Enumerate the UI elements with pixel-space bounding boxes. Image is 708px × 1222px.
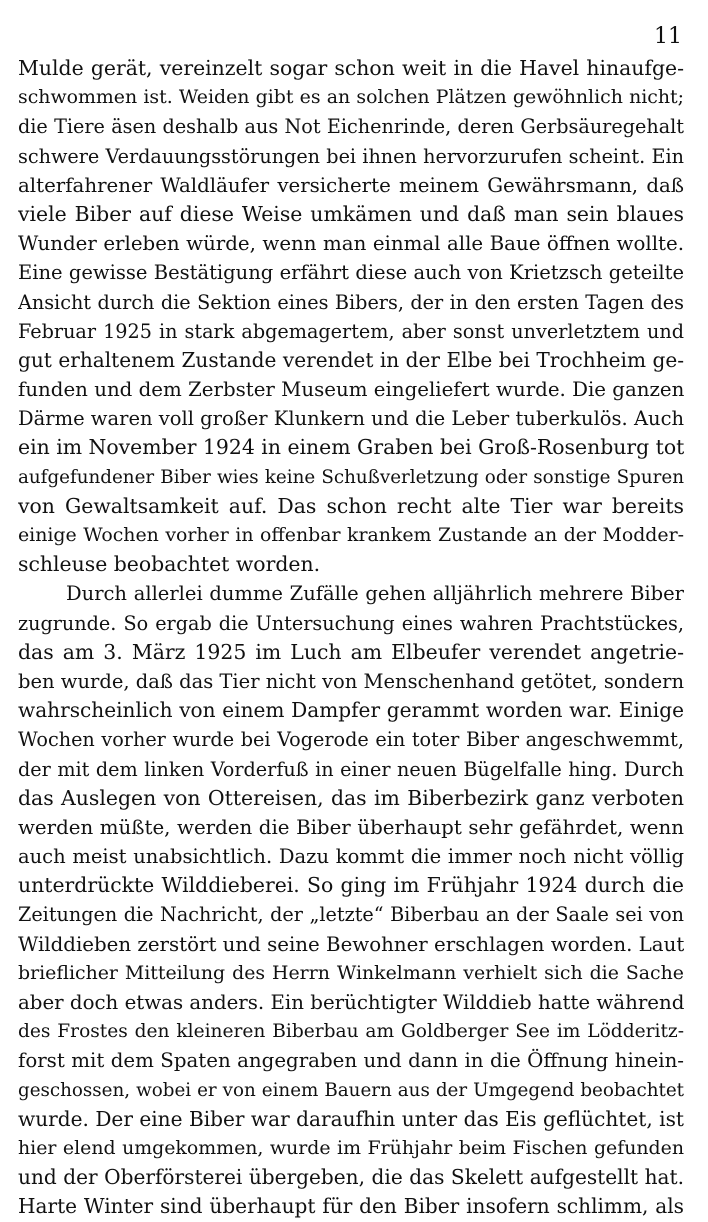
text-line: zugrunde. So ergab die Untersuchung eines wahren Prachtstückes, [18,611,684,635]
text-line: geschossen, wobei er von einem Bauern aus der Umgegend beobachtet [18,1079,684,1101]
text-line: der mit dem linken Vorderfuß in einer neuen Bügelfalle hing. Durch [18,757,684,781]
body-text [18,54,684,1222]
text-line: hier elend umgekommen, wurde im Frühjahr beim Fischen gefunden [18,1136,684,1159]
text-line: ben wurde, daß das Tier nicht von Menschenhand getötet, sondern [18,669,684,693]
text-line: das am 3. März 1925 im Luch am Elbeufer verendet angetrie- [18,639,684,664]
text-line: Därme waren voll großer Klunkern und die Leber tuberkulös. Auch [18,407,684,431]
text-line: gut erhaltenem Zustande verendet in der Elbe bei Trochheim ge- [18,347,684,372]
text-line: schleuse beobachtet worden. [18,552,321,577]
text-line: schwere Verdauungsstörungen bei ihnen hervorzurufen scheint. Ein [18,144,684,168]
text-line: Zeitungen die Nachricht, der „letzte“ Biberbau an der Saale sei von [18,903,684,927]
text-line: die Tiere äsen deshalb aus Not Eichenrinde, deren Gerbsäuregehalt [18,115,684,139]
text-line: viele Biber auf diese Weise umkämen und daß man sein blaues [18,201,684,226]
text-line: Ansicht durch die Sektion eines Bibers, der in den ersten Tagen des [18,290,684,314]
text-line: Wilddieben zerstört und seine Bewohner erschlagen worden. Laut [18,932,684,956]
text-line: alterfahrener Waldläufer versicherte meinem Gewährsmann, daß [18,173,684,197]
text-line: einige Wochen vorher in offenbar krankem Zustande an der Modder- [18,524,684,546]
text-line: wahrscheinlich von einem Dampfer gerammt worden war. Einige [18,698,684,723]
text-line: Durch allerlei dumme Zufälle gehen alljährlich mehrere Biber [66,582,684,606]
text-line: ein im November 1924 in einem Graben bei Groß-Rosenburg tot [18,435,684,460]
text-line: Mulde gerät, vereinzelt sogar schon weit in die Havel hinaufge- [18,56,684,80]
text-line: von Gewaltsamkeit auf. Das schon recht alte Tier war bereits [18,493,684,518]
text-line: unterdrückte Wilddieberei. So ging im Frühjahr 1924 durch die [18,873,684,898]
text-line: das Auslegen von Ottereisen, das im Biberbezirk ganz verboten [18,785,684,810]
text-line: schwommen ist. Weiden gibt es an solchen Plätzen gewöhnlich nicht; [18,86,684,109]
text-line: Wochen vorher wurde bei Vogerode ein toter Biber angeschwemmt, [18,728,684,752]
text-line: brieflicher Mitteilung des Herrn Winkelmann verhielt sich die Sache [18,961,684,984]
text-line: wurde. Der eine Biber war daraufhin unter das Eis geflüchtet, ist [18,1106,684,1131]
text-line: aufgefundener Biber wies keine Schußverletzung oder sonstige Spuren [18,466,684,488]
text-line: aber doch etwas anders. Ein berüchtigter Wilddieb hatte während [18,991,684,1014]
text-line: und der Oberförsterei übergeben, die das Skelett aufgestellt hat. [18,1165,684,1190]
text-line: des Frostes den kleineren Biberbau am Goldberger See im Lödderitz- [18,1021,684,1043]
text-line: Wunder erleben würde, wenn man einmal alle Baue öffnen wollte. [18,232,684,256]
text-line: auch meist unabsichtlich. Dazu kommt die immer noch nicht völlig [18,845,684,869]
text-line: Harte Winter sind überhaupt für den Biber insofern schlimm, als [18,1194,684,1219]
text-line: forst mit dem Spaten angegraben und dann in die Öffnung hinein- [18,1049,684,1073]
page-number: 11 [654,24,682,49]
text-line: Eine gewisse Bestätigung erfährt diese auch von Krietzsch geteilte [18,261,684,285]
text-line: funden und dem Zerbster Museum eingeliefert wurde. Die ganzen [18,378,684,402]
text-line: Februar 1925 in stark abgemagertem, aber sonst unverletztem und [18,319,684,343]
text-line: werden müßte, werden die Biber überhaupt sehr gefährdet, wenn [18,815,684,839]
